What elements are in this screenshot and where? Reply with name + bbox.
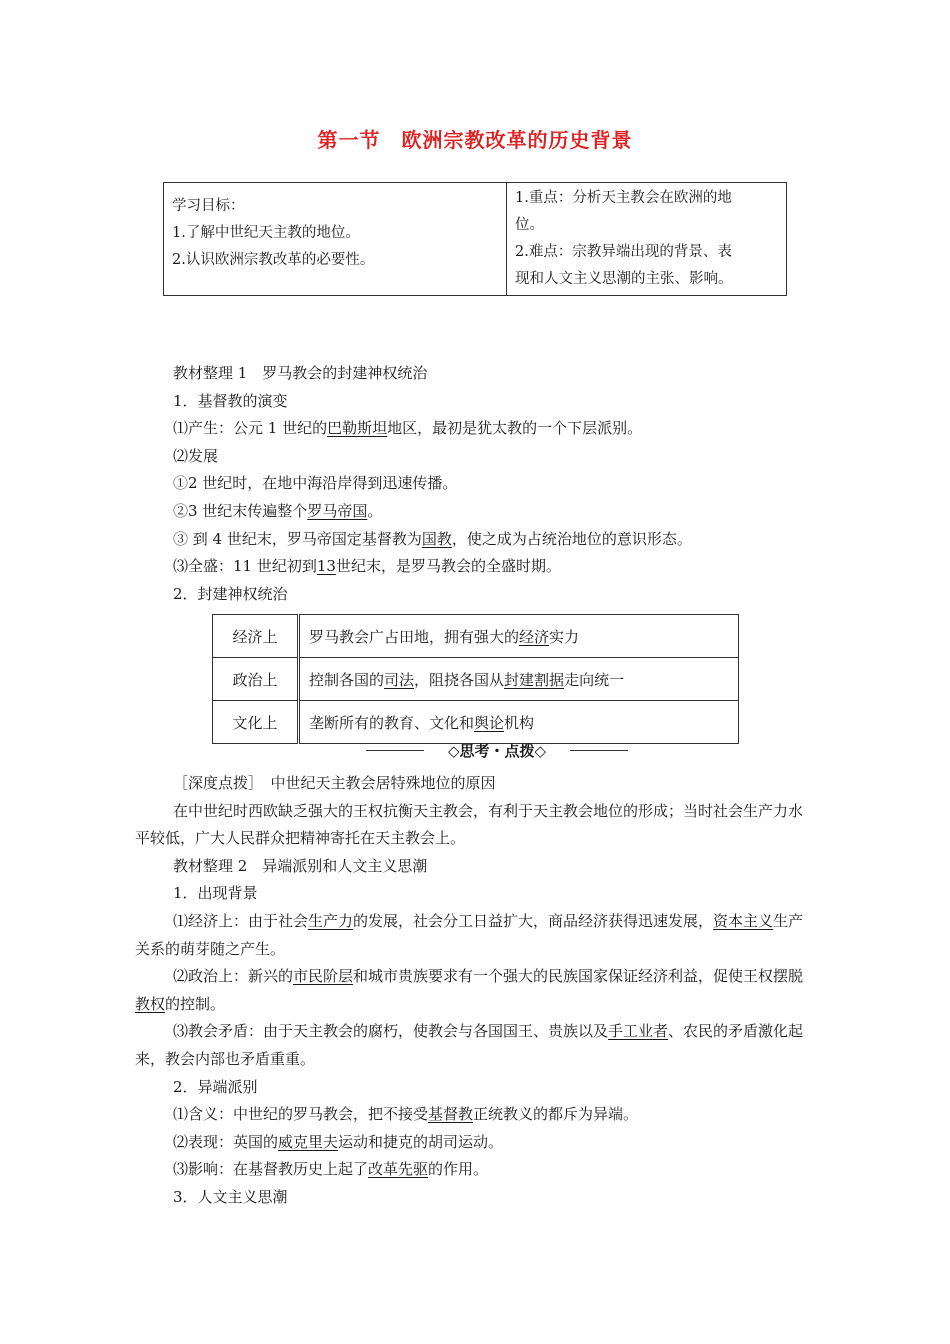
- paragraph: ⑶教会矛盾：由于天主教会的腐朽，使教会与各国国王、贵族以及手工业者、农民的矛盾激化起来，教会内部也矛盾重重。: [135, 1022, 804, 1068]
- answer-blank: 手工业者: [608, 1022, 669, 1041]
- row-label: 经济上: [213, 615, 299, 658]
- paragraph: ⑴经济上：由于社会生产力的发展，社会分工日益扩大，商品经济获得迅速发展，资本主义生产关系的萌芽随之产生。: [135, 911, 804, 958]
- row-label: 政治上: [213, 658, 299, 701]
- answer-blank: 舆论: [474, 713, 505, 732]
- paragraph: ⑴产生：公元 1 世纪的巴勒斯坦地区，最初是犹太教的一个下层派别。: [173, 419, 643, 438]
- answer-blank: 改革先驱: [368, 1160, 429, 1179]
- goal-item: 1.了解中世纪天主教的地位。: [172, 225, 360, 241]
- key-point-line: 2.难点：宗教异端出现的背景、表: [515, 244, 732, 260]
- insight-heading: ［深度点拨］ 中世纪天主教会居特殊地位的原因: [173, 774, 496, 792]
- answer-blank: 生产力: [308, 911, 354, 930]
- goal-item: 2.认识欧洲宗教改革的必要性。: [172, 252, 375, 268]
- think-divider: [366, 740, 628, 760]
- divider-line: [366, 750, 424, 751]
- paragraph: ⑵发展: [173, 446, 219, 465]
- paragraph: ⑶影响：在基督教历史上起了改革先驱的作用。: [173, 1160, 489, 1179]
- answer-blank: 封建割据: [504, 670, 565, 689]
- table-row: [213, 615, 739, 658]
- subsection-heading: 1．基督教的演变: [173, 391, 288, 410]
- key-point-line: 位。: [515, 217, 544, 233]
- learning-goals-table: [163, 182, 787, 296]
- divider-label: ◇思考・点拨◇: [447, 742, 547, 760]
- answer-blank: 经济: [519, 627, 550, 646]
- paragraph: ②3 世纪末传遍整个罗马帝国。: [173, 501, 383, 520]
- subsection-heading: 2．异端派别: [173, 1077, 258, 1096]
- key-point-line: 1.重点：分析天主教会在欧洲的地: [515, 190, 732, 206]
- row-value: 控制各国的司法，阻挠各国从封建割据走向统一: [299, 658, 739, 701]
- goals-right-cell: [507, 183, 786, 295]
- subsection-heading: 3．人文主义思潮: [173, 1187, 288, 1206]
- paragraph: ⑵表现：英国的威克里夫运动和捷克的胡司运动。: [173, 1132, 504, 1151]
- table-row: [213, 658, 739, 701]
- answer-blank: 13: [316, 557, 336, 576]
- goals-left-cell: [164, 183, 507, 295]
- answer-blank: 威克里夫: [278, 1132, 339, 1151]
- paragraph: ⑶全盛：11 世纪初到13世纪末，是罗马教会的全盛时期。: [173, 557, 561, 576]
- row-label: 文化上: [213, 701, 299, 744]
- divider-line: [570, 750, 628, 751]
- section-heading: 教材整理 2 异端派别和人文主义思潮: [173, 856, 428, 875]
- key-point-line: 现和人文主义思潮的主张、影响。: [515, 271, 733, 287]
- section-heading: 教材整理 1 罗马教会的封建神权统治: [173, 364, 428, 382]
- row-value: 垄断所有的教育、文化和舆论机构: [299, 701, 739, 744]
- answer-blank: 司法: [384, 670, 415, 689]
- answer-blank: 基督教: [428, 1105, 474, 1124]
- paragraph: ⑴含义：中世纪的罗马教会，把不接受基督教正统教义的都斥为异端。: [173, 1105, 639, 1124]
- answer-blank: 资本主义: [713, 911, 774, 930]
- goals-heading: 学习目标：: [172, 198, 245, 214]
- insight-body: 在中世纪时西欧缺乏强大的王权抗衡天主教会，有利于天主教会地位的形成；当时社会生产力水平较低，广大人民群众把精神寄托在天主教会上。: [135, 801, 804, 848]
- table-row: [213, 701, 739, 744]
- main-content: [135, 360, 817, 608]
- answer-blank: 巴勒斯坦: [327, 419, 388, 438]
- answer-blank: 教权: [135, 994, 166, 1013]
- answer-blank: 罗马帝国: [307, 501, 368, 520]
- paragraph: ①2 世纪时，在地中海沿岸得到迅速传播。: [173, 474, 458, 493]
- paragraph: ③ 到 4 世纪末，罗马帝国定基督教为国教，使之成为占统治地位的意识形态。: [173, 529, 692, 548]
- subsection-heading: 2．封建神权统治: [173, 584, 288, 603]
- lower-content: [135, 770, 817, 1212]
- answer-blank: 国教: [421, 529, 452, 548]
- theocracy-table: [212, 614, 739, 744]
- page-title: 第一节 欧洲宗教改革的历史背景: [317, 128, 633, 152]
- row-value: 罗马教会广占田地，拥有强大的经济实力: [299, 615, 739, 658]
- paragraph: ⑵政治上：新兴的市民阶层和城市贵族要求有一个强大的民族国家保证经济利益，促使王权摆脱教权的控制。: [135, 967, 804, 1013]
- subsection-heading: 1．出现背景: [173, 884, 258, 903]
- answer-blank: 市民阶层: [293, 967, 354, 986]
